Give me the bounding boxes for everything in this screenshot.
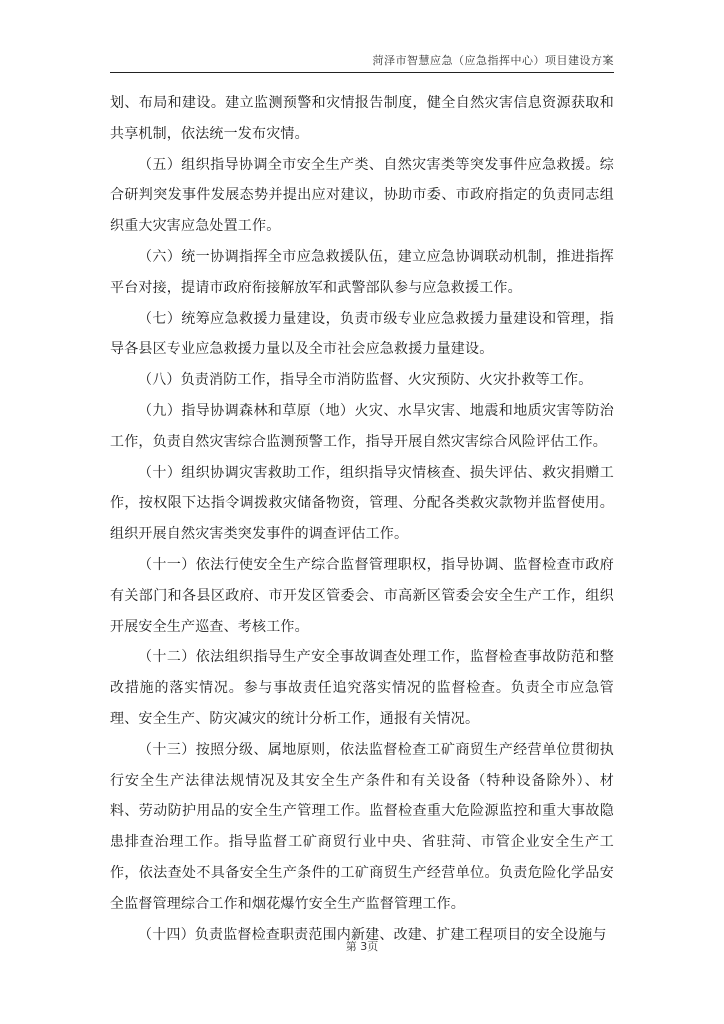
page-number: 第 3页 — [345, 940, 379, 953]
paragraph-item-11: （十一）依法行使安全生产综合监督管理职权，指导协调、监督检查市政府有关部门和各县区政府、市开发区管委会、市高新区管委会安全生产工作，组织开展安全生产巡查、考核工作。 — [110, 556, 614, 635]
paragraph-continued: 划、布局和建设。建立监测预警和灾情报告制度，健全自然灾害信息资源获取和共享机制，依法统一发布灾情。 — [110, 95, 614, 142]
paragraph-item-10: （十）组织协调灾害救助工作，组织指导灾情核查、损失评估、救灾捐赠工作，按权限下达指令调拨救灾储备物资，管理、分配各类救灾款物并监督使用。组织开展自然灾害类突发事件的调查评估工作。 — [110, 464, 614, 543]
body-text — [110, 88, 614, 950]
paragraph-item-8: （八）负责消防工作，指导全市消防监督、火灾预防、火灾扑救等工作。 — [138, 372, 593, 389]
paragraph-item-14: （十四）负责监督检查职责范围内新建、改建、扩建工程项目的安全设施与 — [138, 926, 607, 943]
paragraph-item-12: （十二）依法组织指导生产安全事故调查处理工作，监督检查事故防范和整改措施的落实情况。参与事故责任追究落实情况的监督检查。负责全市应急管理、安全生产、防灾减灾的统计分析工作，通报有关情况。 — [110, 649, 614, 727]
paragraph-item-6: （六）统一协调指挥全市应急救援队伍，建立应急协调联动机制，推进指挥平台对接，提请市政府衔接解放军和武警部队参与应急救援工作。 — [110, 248, 614, 296]
page-header — [110, 50, 614, 73]
header-title: 菏泽市智慧应急（应急指挥中心）项目建设方案 — [372, 54, 614, 67]
paragraph-item-9: （九）指导协调森林和草原（地）火灾、水旱灾害、地震和地质灾害等防治工作，负责自然灾害综合监测预警工作，指导开展自然灾害综合风险评估工作。 — [110, 402, 614, 450]
paragraph-item-5: （五）组织指导协调全市安全生产类、自然灾害类等突发事件应急救援。综合研判突发事件发展态势并提出应对建议，协助市委、市政府指定的负责同志组织重大灾害应急处置工作。 — [110, 156, 614, 235]
paragraph-item-13: （十三）按照分级、属地原则，依法监督检查工矿商贸生产经营单位贯彻执行安全生产法律法规情况及其安全生产条件和有关设备（特种设备除外）、材料、劳动防护用品的安全生产管理工作。监督检查重大危险源监控和重大事故隐患排查治理工作。指导监督工矿商贸行业中央、省驻菏、市管企业安全生产工作，依法查处不具备安全生产条件的工矿商贸生产经营单位。负责危险化学品安全监督管理综合工作和烟花爆竹安全生产监督管理工作。 — [110, 741, 614, 912]
paragraph-item-7: （七）统筹应急救援力量建设，负责市级专业应急救援力量建设和管理，指导各县区专业应急救援力量以及全市社会应急救援力量建设。 — [110, 310, 614, 358]
